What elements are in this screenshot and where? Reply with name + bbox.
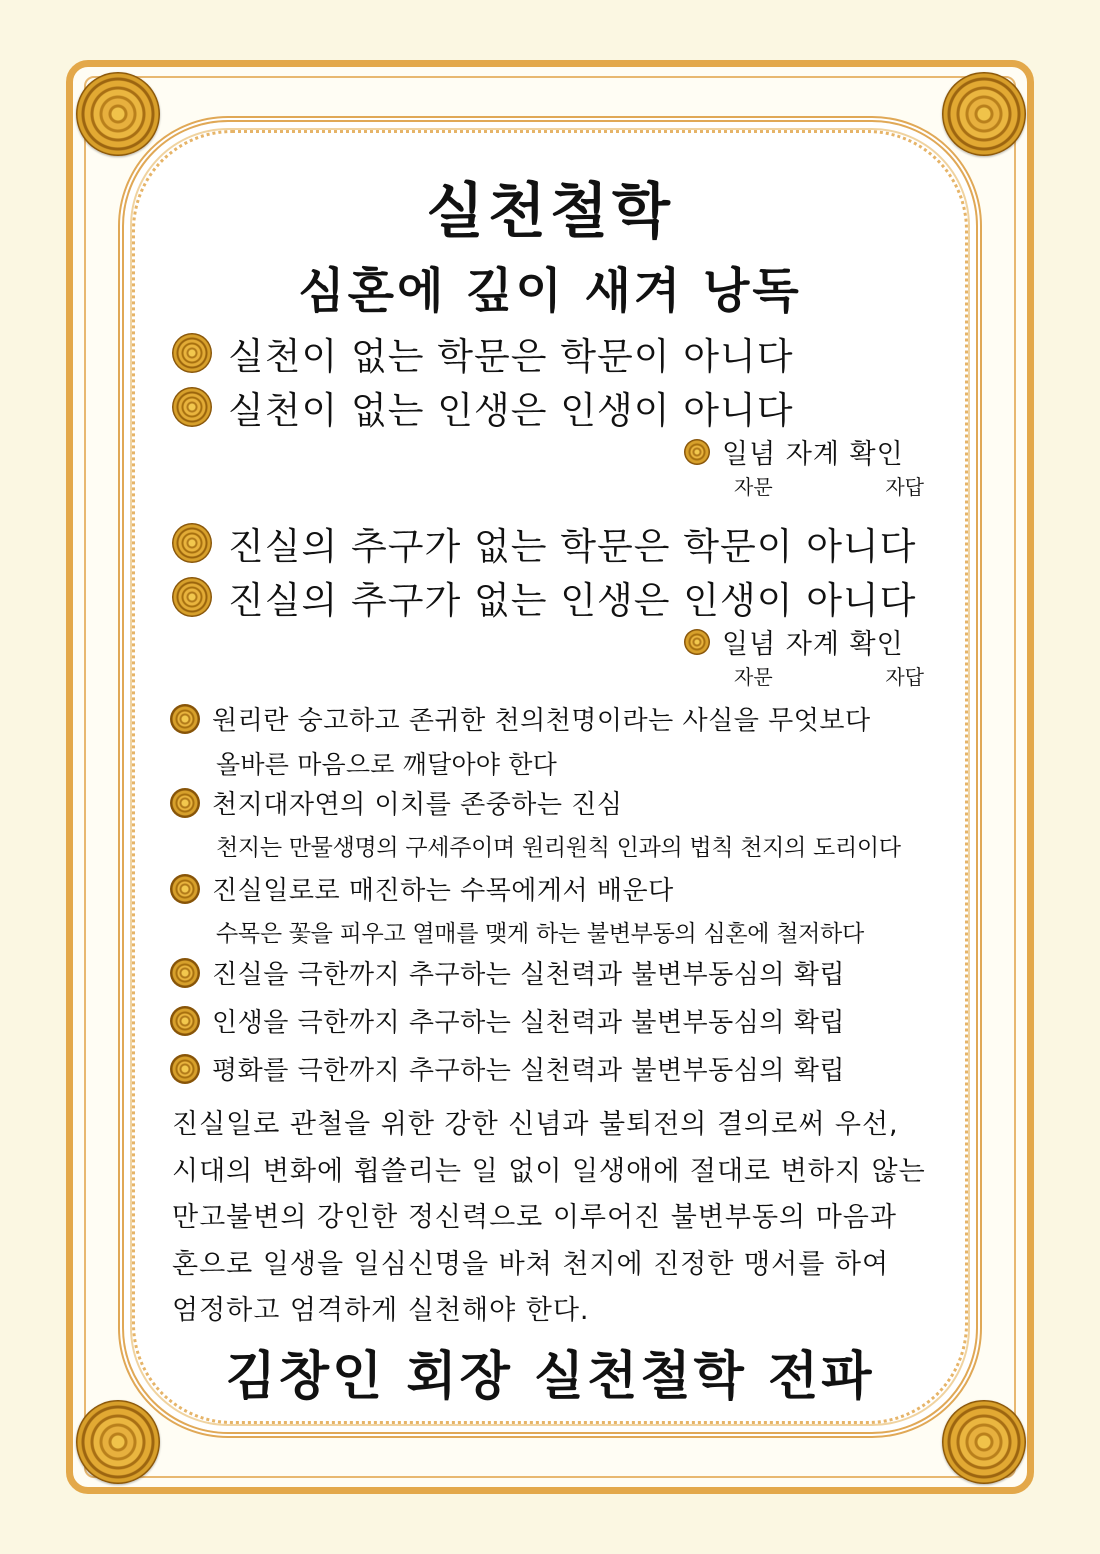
paragraph-line: 만고불변의 강인한 정신력으로 이루어진 불변부동의 마음과 xyxy=(172,1202,897,1233)
gold-medal-bullet-icon xyxy=(170,788,200,818)
footer-signature: 김창인 회장 실천철학 전파 xyxy=(225,1347,875,1407)
principle-text: 천지대자연의 이치를 존중하는 진심 xyxy=(212,790,623,820)
gold-medal-bullet-icon xyxy=(170,704,200,734)
statement-row xyxy=(172,326,793,380)
note-sub-right: 자답 xyxy=(885,665,924,689)
statement-text: 진실의 추구가 없는 인생은 인생이 아니다 xyxy=(228,579,917,622)
corner-medallion-top-right xyxy=(942,72,1026,156)
paragraph-line: 혼으로 일생을 일심신명을 바쳐 천지에 진정한 맹서를 하여 xyxy=(172,1248,890,1280)
principle-text: 진실일로로 매진하는 수목에게서 배운다 xyxy=(212,876,674,906)
principle-text: 진실을 극한까지 추구하는 실천력과 불변부동심의 확립 xyxy=(212,960,845,990)
principle-subtext: 올바른 마음으로 깨달아야 한다 xyxy=(216,750,557,779)
gold-medal-bullet-icon xyxy=(170,874,200,904)
corner-medallion-bottom-right xyxy=(942,1400,1026,1484)
gold-medal-bullet-icon xyxy=(172,387,212,427)
gold-medal-bullet-icon xyxy=(172,523,212,563)
paragraph-line: 진실일로 관철을 위한 강한 신념과 불퇴전의 결의로써 우선, xyxy=(172,1109,899,1140)
corner-medallion-bottom-left xyxy=(76,1400,160,1484)
principle-text: 평화를 극한까지 추구하는 실천력과 불변부동심의 확립 xyxy=(212,1056,845,1086)
principle-item xyxy=(170,700,940,781)
gold-medal-bullet-icon xyxy=(172,333,212,373)
principle-text: 원리란 숭고하고 존귀한 천의천명이라는 사실을 무엇보다 xyxy=(212,706,871,736)
gold-medal-bullet-icon xyxy=(170,1006,200,1036)
note-sub-left: 자문 xyxy=(734,475,773,499)
note-main-text: 일념 자계 확인 xyxy=(722,629,904,660)
principle-item xyxy=(170,784,940,862)
statement-text: 실천이 없는 학문은 학문이 아니다 xyxy=(228,335,794,378)
reflection-note xyxy=(684,432,944,500)
note-sub-right: 자답 xyxy=(885,475,924,499)
gold-medal-bullet-icon xyxy=(172,577,212,617)
statement-text: 실천이 없는 인생은 인생이 아니다 xyxy=(228,389,794,432)
reflection-note xyxy=(684,622,944,690)
statement-row xyxy=(172,570,916,624)
gold-medal-bullet-icon xyxy=(684,439,710,465)
note-main-text: 일념 자계 확인 xyxy=(722,439,904,470)
statement-row xyxy=(172,380,793,434)
principle-subtext: 수목은 꽃을 피우고 열매를 맺게 하는 불변부동의 심혼에 철저하다 xyxy=(216,921,864,947)
principle-item xyxy=(170,870,940,948)
principle-item xyxy=(170,1002,940,1039)
gold-medal-bullet-icon xyxy=(170,958,200,988)
paragraph-line: 엄정하고 엄격하게 실천해야 한다. xyxy=(172,1295,590,1326)
page-subtitle: 심혼에 깊이 새겨 낭독 xyxy=(298,263,802,319)
principle-item xyxy=(170,954,940,991)
gold-medal-bullet-icon xyxy=(684,629,710,655)
gold-medal-bullet-icon xyxy=(170,1054,200,1084)
page-title: 실천철학 xyxy=(426,177,674,247)
closing-paragraph xyxy=(172,1102,932,1335)
paragraph-line: 시대의 변화에 휩쓸리는 일 없이 일생애에 절대로 변하지 않는 xyxy=(172,1155,926,1187)
principle-item xyxy=(170,1050,940,1087)
corner-medallion-top-left xyxy=(76,72,160,156)
statement-text: 진실의 추구가 없는 학문은 학문이 아니다 xyxy=(228,525,917,568)
statement-row xyxy=(172,516,916,570)
principle-subtext: 천지는 만물생명의 구세주이며 원리원칙 인과의 법칙 천지의 도리이다 xyxy=(216,835,901,861)
note-sub-left: 자문 xyxy=(734,665,773,689)
principle-text: 인생을 극한까지 추구하는 실천력과 불변부동심의 확립 xyxy=(212,1008,845,1038)
